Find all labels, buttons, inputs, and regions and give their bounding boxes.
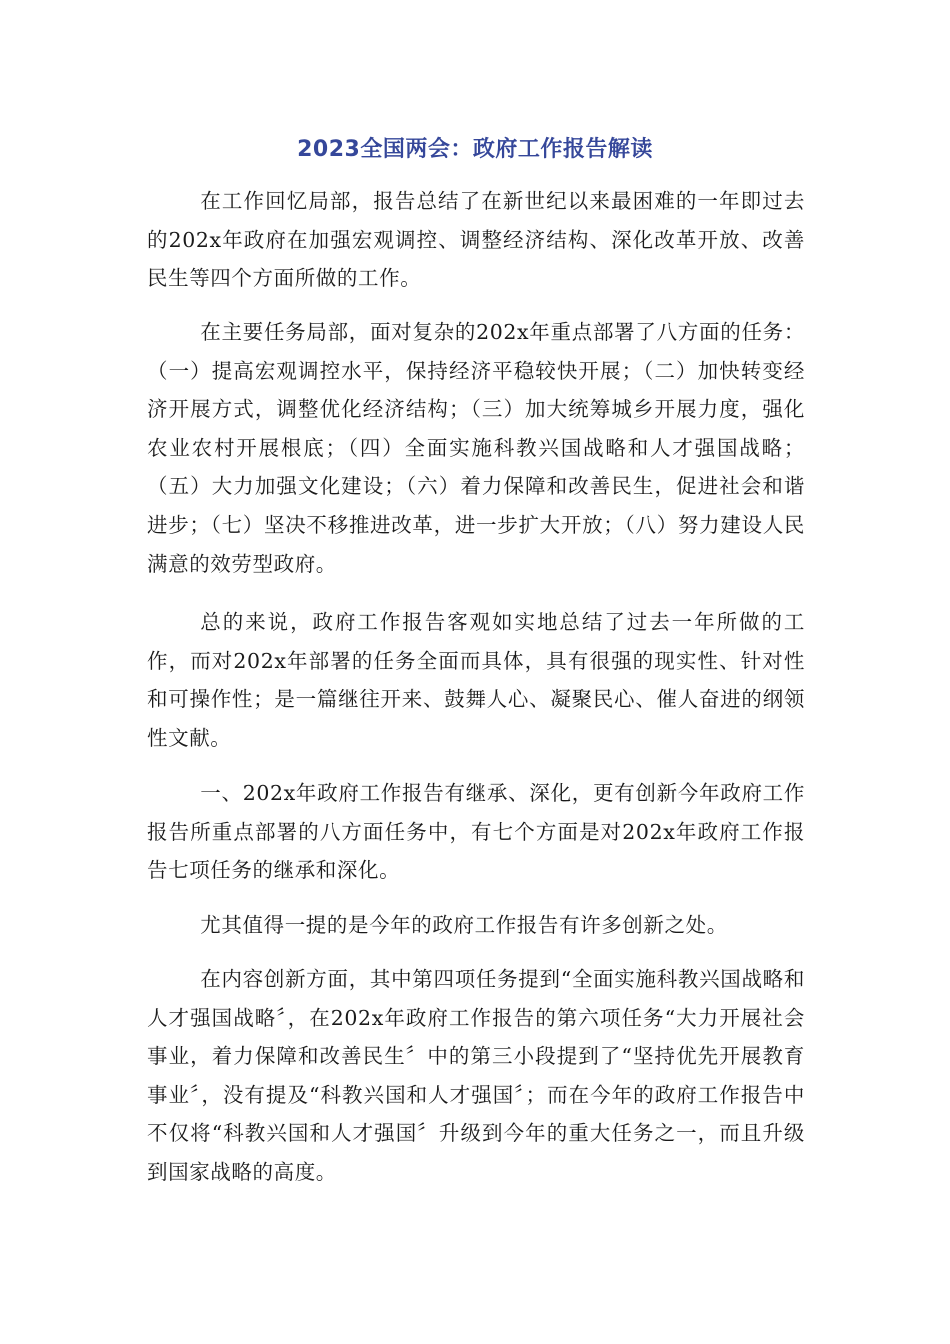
- paragraph-content-innovation: 在内容创新方面，其中第四项任务提到“全面实施科教兴国战略和人才强国战略〞，在202x年政府工作报告的第六项任务“大力开展社会事业，着力保障和改善民生〞中的第三小段提到了“坚持优先开展教育事业〞，没有提及“科教兴国和人才强国〞；而在今年的政府工作报告中不仅将“科教兴国和人才强国〞升级到今年的重大任务之一，而且升级到国家战略的高度。: [147, 967, 805, 1184]
- paragraph-work-review: 在工作回忆局部，报告总结了在新世纪以来最困难的一年即过去的202x年政府在加强宏观调控、调整经济结构、深化改革开放、改善民生等四个方面所做的工作。: [147, 189, 805, 291]
- paragraph-main-tasks: 在主要任务局部，面对复杂的202x年重点部署了八方面的任务：（一）提高宏观调控水平，保持经济平稳较快开展；（二）加快转变经济开展方式，调整优化经济结构；（三）加大统筹城乡开展力度，强化农业农村开展根底；（四）全面实施科教兴国战略和人才强国战略；（五）大力加强文化建设；（六）着力保障和改善民生，促进社会和谐进步；（七）坚决不移推进改革，进一步扩大开放；（八）努力建设人民满意的效劳型政府。: [147, 320, 805, 576]
- paragraph-summary: 总的来说，政府工作报告客观如实地总结了过去一年所做的工作，而对202x年部署的任务全面而具体，具有很强的现实性、针对性和可操作性；是一篇继往开来、鼓舞人心、凝聚民心、催人奋进的纲领性文献。: [147, 610, 805, 750]
- document-title: 2023全国两会：政府工作报告解读: [297, 137, 653, 162]
- paragraph-innovation-note: 尤其值得一提的是今年的政府工作报告有许多创新之处。: [200, 913, 728, 937]
- paragraph-inheritance: 一、202x年政府工作报告有继承、深化，更有创新今年政府工作报告所重点部署的八方面任务中，有七个方面是对202x年政府工作报告七项任务的继承和深化。: [147, 781, 805, 883]
